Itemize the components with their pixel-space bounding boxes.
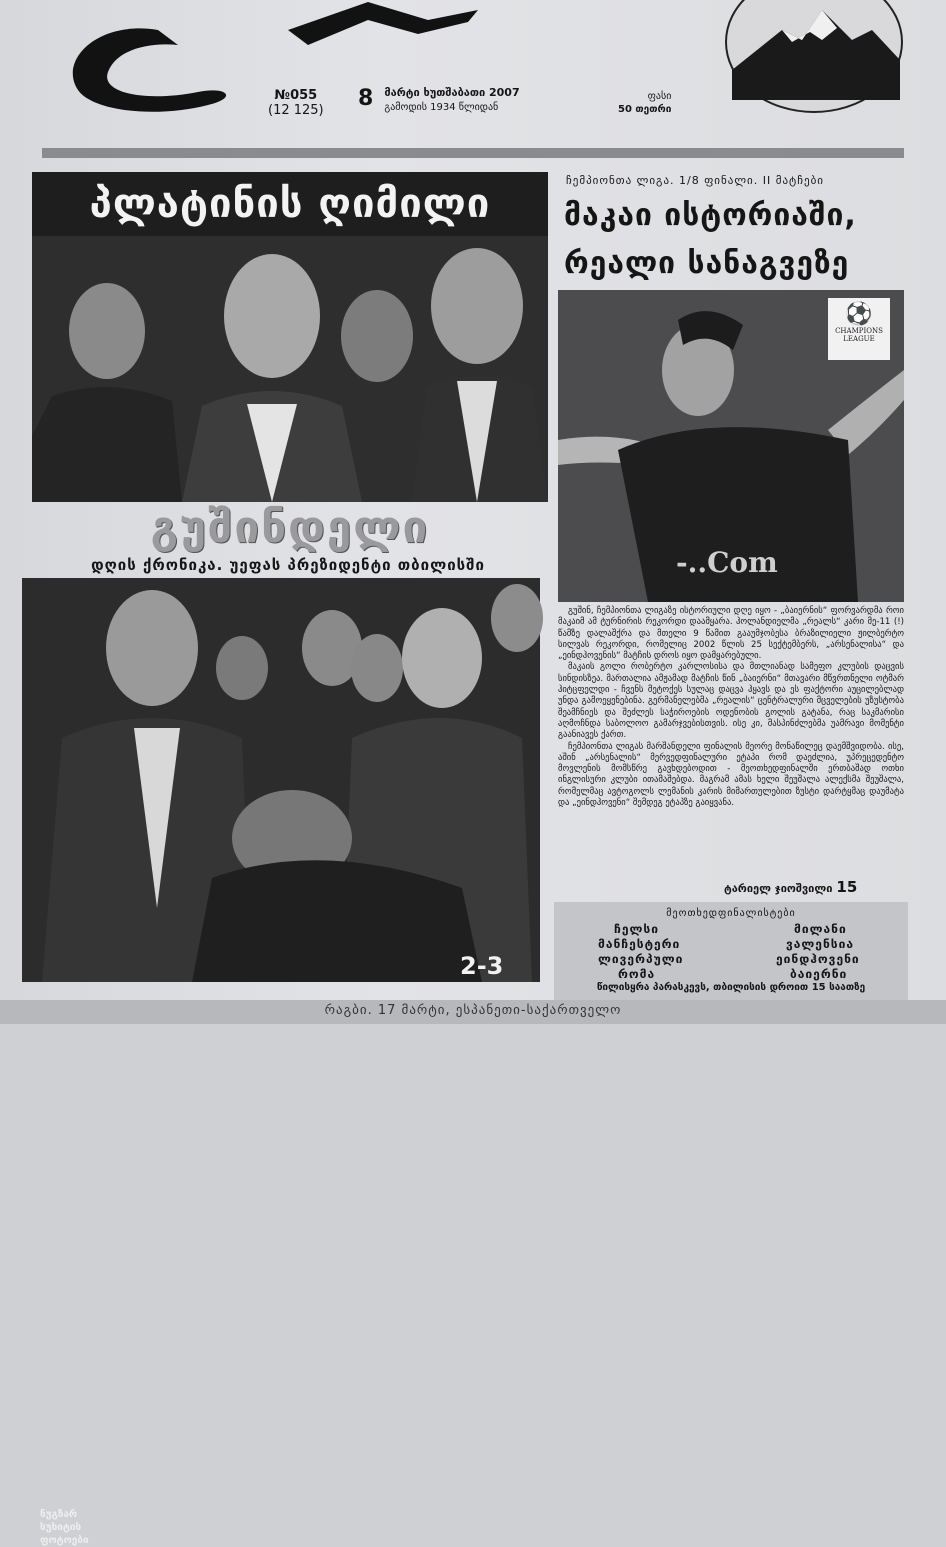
right-headline: მაკაი ისტორიაში, რეალი სანაგვეზე	[564, 198, 857, 281]
date-line: მარტი ხუთშაბათი 2007	[384, 86, 520, 99]
team-right: ვალენსია	[786, 937, 855, 951]
article-paragraph: გუშინ, ჩემპიონთა ლიგაზე ისტორიული დღე იყო - „ბაიერნის“ ფორვარდმა როი მაკაიმ ამ ტურნირის რეკორდი დაამყარა. ჰოლანდიელმა „რეალს“ კარი მე-11 (!) წამზე დალაშქრა და მთელი 9 წამით გააუმჯობესა ბრაზილიელი ჟილბერტო სილვას რეკორდი, რომელიც 2002 წლის 25 სექტემბერს, „არსენალისა“ და „ეინდჰოვენის“ მატჩის დროს იყო დამყარებული.	[558, 606, 904, 662]
team-left: რომა	[618, 967, 656, 981]
price: ფასი 50 თეთრი	[618, 91, 672, 115]
team-left: ლივერპული	[598, 952, 684, 966]
since-line: გამოდის 1934 წლიდან	[384, 102, 499, 113]
shirt-sponsor: -..Com	[676, 546, 778, 579]
team-left: მანჩესტერი	[598, 937, 681, 951]
photo-credit: ნუგზარ სუხიტის ფოტოები	[40, 1509, 89, 1546]
left-kicker: დღის ქრონიკა. უეფას პრეზიდენტი თბილისში	[91, 556, 485, 574]
quarterfinalists-box	[554, 902, 908, 1002]
issue-number: №055 (12 125)	[268, 88, 324, 118]
score-overlay: 2-3	[460, 952, 504, 980]
page-reference: 15	[836, 878, 858, 896]
issue-date	[358, 86, 520, 115]
team-right: მილანი	[794, 922, 847, 936]
photo-platini-group	[32, 236, 548, 502]
date-day: 8	[358, 86, 374, 111]
team-right: ეინდჰოვენი	[776, 952, 860, 966]
left-headline: პლატინის ღიმილი	[32, 172, 548, 236]
article-paragraph: მაკაის გოლი რობერტო კარლოსისა და მთლიანად სამეფო კლუბის დაცვის სინდისზეა. მართალია ამჟამად მატჩის წინ „ბაიერნი“ მთავარი მწვრთნელი ოტმარ ჰიტცფელდი - ჩვენს მეტოქეს სულაც დაცვა ჰყავს და ეს ფაქტორი აუცილებლად უნდა გამოეყენებინა. გერმანელებმა „რეალის“ ცენტრალური მცველების უზუსტობა შეამჩნიეს და შეძლეს საჭიროების ოდენობის გოლის გატანა, რაც საკმარისი აღმოჩნდა საბოლოო გამარჯვებისთვის. ისე კი, მასპინძლებმა უამრავი მომენტი გაანიავეს ქართ.	[558, 662, 904, 741]
fixtures-title: მეოთხედფინალისტები	[666, 908, 796, 919]
champions-league-badge: ⚽ CHAMPIONS LEAGUE	[828, 298, 890, 360]
article-body	[558, 606, 904, 809]
right-kicker: ჩემპიონთა ლიგა. 1/8 ფინალი. II მატჩები	[566, 174, 824, 187]
section-tag: გუშინდელი	[150, 502, 430, 553]
article-author: ტარიელ ჯიოშვილი 15	[724, 878, 858, 896]
header-rule	[42, 148, 904, 158]
draw-note: წილისყრა პარასკევს, თბილისის დროით 15 საათზე	[596, 982, 866, 993]
bottom-teaser: რაგბი. 17 მარტი, ესპანეთი-საქართველო	[324, 1003, 622, 1018]
photo-makaay-celebration	[558, 290, 904, 602]
team-left: ჩელსი	[614, 922, 659, 936]
mountain-emblem-icon	[722, 0, 907, 115]
football-icon: ⚽	[845, 302, 873, 327]
team-right: ბაიერნი	[790, 967, 848, 981]
article-paragraph: ჩემპიონთა ლიგას მარშანდელი ფინალის მეორე მონაწილეც დაემშვიდობა. ისე, აშინ „არსენალის“ მერვედფინალური ეტაპი რომ დაეძლია, უპრეცედენტო მოვლენის მომსწრე გავხდებოდით - მეოთხედფინალში ერთბაშად ოთხი ინგლისური კლუბი ითამაშებდა. მაგრამ ამას ხელი შეუშალა ალექსმა შეუშალა, რომელმაც ავტოგოლს ლემანის კარის მიმართულებით ზუსტი დარტყმაც დაუმატა და „ეინდჰოვენი“ შემდეგ ეტაპზე გაიყვანა.	[558, 741, 904, 809]
